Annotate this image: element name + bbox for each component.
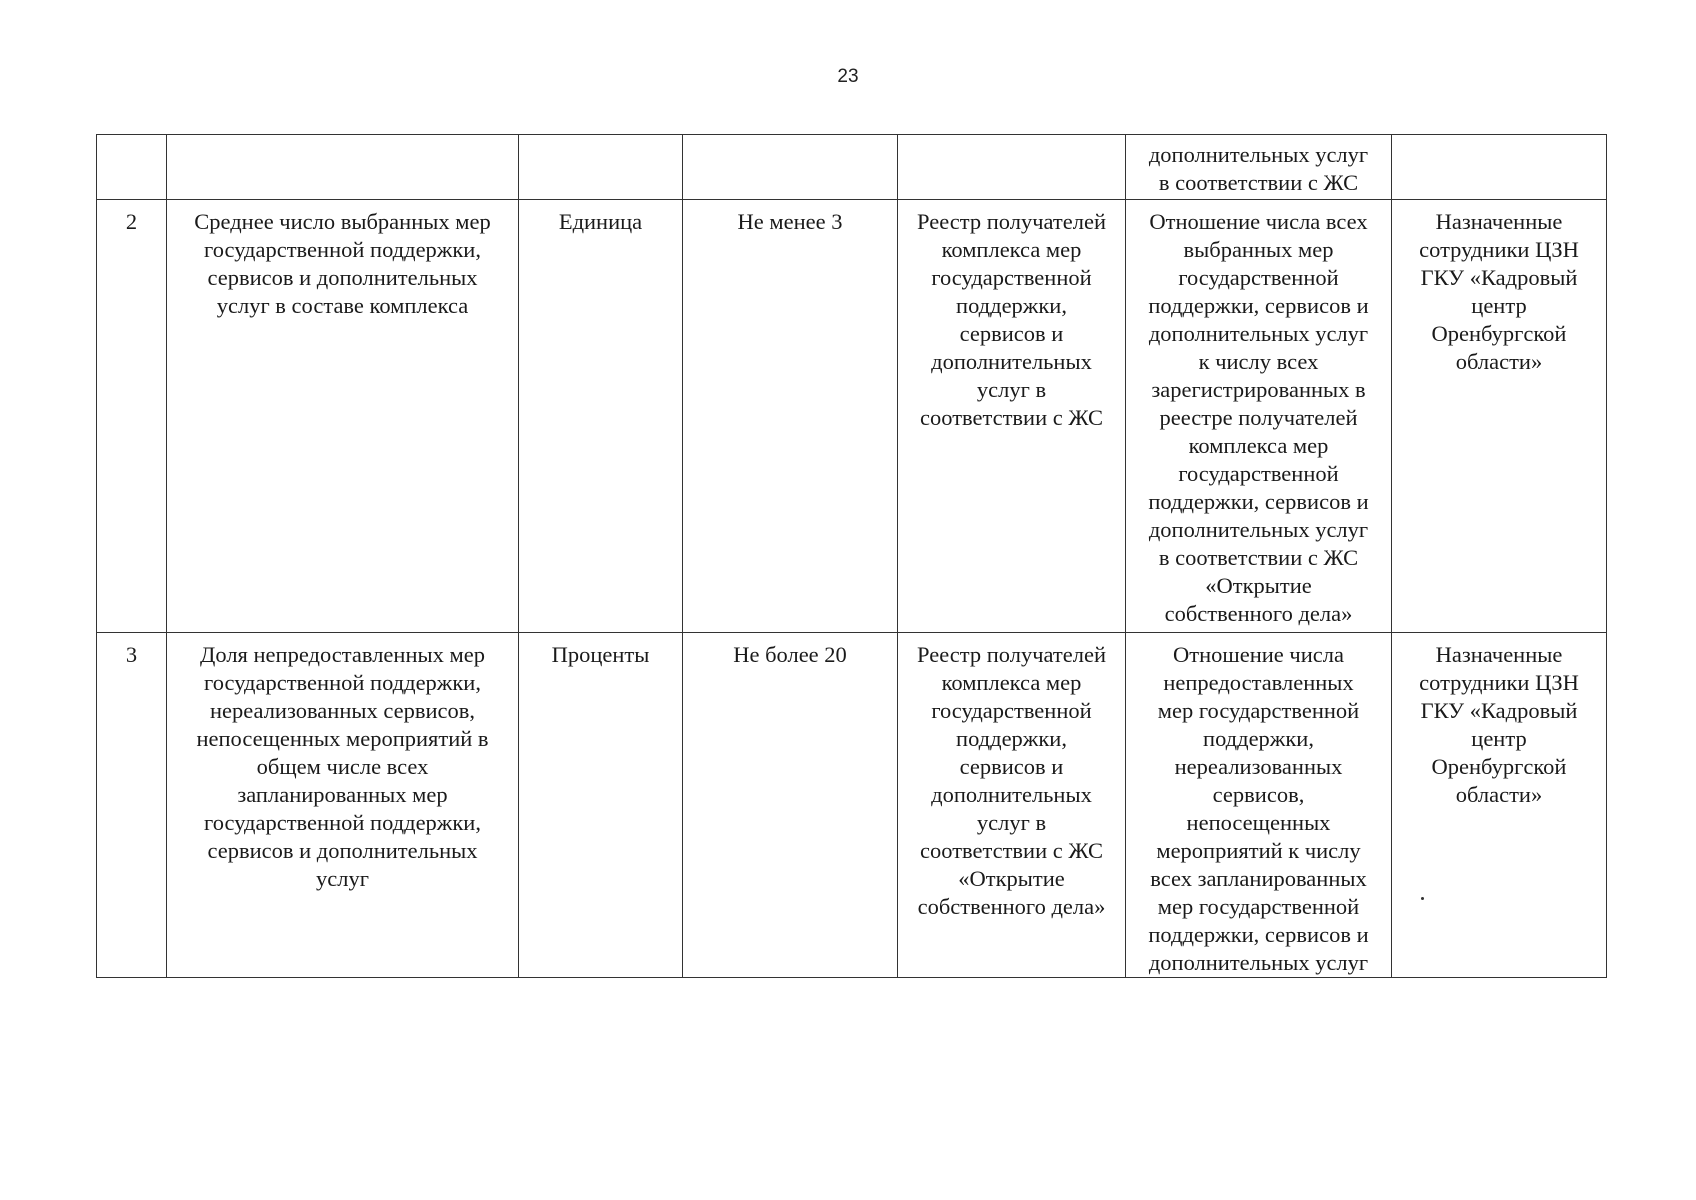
cell-target bbox=[683, 135, 898, 200]
cell-method bbox=[1126, 633, 1392, 978]
cell-responsible bbox=[1392, 633, 1607, 978]
source-text: Реестр получателей комплекса мер государственной поддержки, сервисов и дополнительных услуг в соответствии с ЖС bbox=[917, 209, 1106, 430]
unit-text: Проценты bbox=[551, 642, 650, 667]
row-number: 2 bbox=[125, 209, 138, 234]
cell-num bbox=[97, 200, 167, 633]
unit-text: Единица bbox=[558, 209, 643, 234]
cell-source bbox=[898, 200, 1126, 633]
target-text: Не более 20 bbox=[733, 642, 847, 667]
target-text: Не менее 3 bbox=[737, 209, 843, 234]
cell-unit bbox=[519, 135, 683, 200]
method-text: дополнительных услуг в соответствии с ЖС bbox=[1148, 142, 1369, 195]
cell-unit bbox=[519, 200, 683, 633]
cell-num bbox=[97, 135, 167, 200]
cell-responsible bbox=[1392, 200, 1607, 633]
table-row bbox=[97, 633, 1607, 978]
indicator-text: Доля непредоставленных мер государственной поддержки, нереализованных сервисов, непосещенных мероприятий в общем числе всех запланированных мер государственной поддержки, сервисов и дополнительных услуг bbox=[196, 642, 489, 891]
table-row-continuation bbox=[97, 135, 1607, 200]
cell-target bbox=[683, 200, 898, 633]
cell-source bbox=[898, 633, 1126, 978]
cell-responsible bbox=[1392, 135, 1607, 200]
indicator-text: Среднее число выбранных мер государственной поддержки, сервисов и дополнительных услуг в составе комплекса bbox=[194, 209, 491, 318]
row-number: 3 bbox=[125, 642, 138, 667]
cell-indicator bbox=[167, 200, 519, 633]
method-text: Отношение числа всех выбранных мер государственной поддержки, сервисов и дополнительных услуг к числу всех зарегистрированных в реестре получателей комплекса мер государственной поддержки, сервисов и дополнительных услуг в соответствии с ЖС «Открытие собственного дела» bbox=[1148, 209, 1369, 626]
page-number: 23 bbox=[837, 66, 859, 87]
source-text: Реестр получателей комплекса мер государственной поддержки, сервисов и дополнительных услуг в соответствии с ЖС «Открытие собственного дела» bbox=[917, 642, 1106, 919]
cell-unit bbox=[519, 633, 683, 978]
method-text: Отношение числа непредоставленных мер государственной поддержки, нереализованных сервисов, непосещенных мероприятий к числу всех запланированных мер государственной поддержки, сервисов и дополнительных услуг bbox=[1148, 642, 1369, 975]
cell-num bbox=[97, 633, 167, 978]
cell-indicator bbox=[167, 135, 519, 200]
indicators-table bbox=[96, 134, 1607, 978]
responsible-text: Назначенные сотрудники ЦЗН ГКУ «Кадровый центр Оренбургской области» bbox=[1419, 209, 1579, 374]
responsible-text: Назначенные сотрудники ЦЗН ГКУ «Кадровый центр Оренбургской области» bbox=[1419, 642, 1579, 807]
cell-source bbox=[898, 135, 1126, 200]
table-row bbox=[97, 200, 1607, 633]
cell-target bbox=[683, 633, 898, 978]
cell-method bbox=[1126, 135, 1392, 200]
scan-speck bbox=[1421, 897, 1424, 900]
cell-method bbox=[1126, 200, 1392, 633]
cell-indicator bbox=[167, 633, 519, 978]
